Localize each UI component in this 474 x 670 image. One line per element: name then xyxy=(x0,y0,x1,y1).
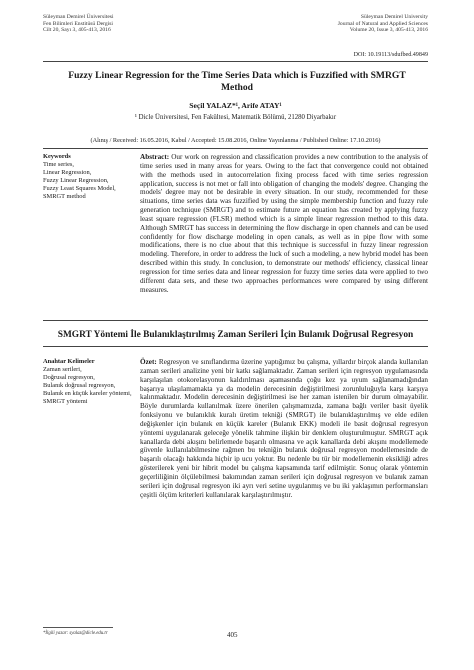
article-title: Fuzzy Linear Regression for the Time Series Data which is Fuzzified with SMRGT Method xyxy=(68,70,406,93)
keyword-item: SMRGT yöntemi xyxy=(43,397,88,405)
keyword-item: Time series, xyxy=(43,160,75,168)
publication-dates: (Alınış / Received: 16.05.2016, Kabul / Accepted: 15.08.2016, Online Yayınlanma / Published Online: 17.10.2016) xyxy=(90,137,381,144)
doi-link[interactable]: DOI: 10.19113/sdufbed.49849 xyxy=(353,52,428,58)
english-abstract xyxy=(140,153,428,295)
header-left-line-2: Fen Bilimleri Enstitüsü Dergisi xyxy=(43,20,113,27)
turkish-title-divider xyxy=(43,346,428,347)
author-affiliation: ¹ Dicle Üniversitesi, Fen Fakültesi, Matematik Bölümü, 21280 Diyarbakır xyxy=(134,114,337,121)
header-right-line-1: Süleyman Demirel University xyxy=(360,14,428,20)
keyword-item: Fuzzy Least Squares Model, xyxy=(43,184,116,192)
header-left-line-1: Süleyman Demirel Üniversitesi xyxy=(43,14,114,20)
ozet-text: Regresyon ve sınıflandırma üzerine yaptığımız bu çalışma, yıllardır birçok alanda kullanılan zaman serileri analizine yeni bir katkı sağlamaktadır. Zaman serileri için regresyon uygulamasında karşılaşılan otokorelasyonun kaldırılması aşamasında çoğu kez ya uyum sağlanamadığından başarıya ulaşılamamakta ya da modelin derecesinin değiştirilmesi zorunluluğuyla karşı karşıya kalınmaktadır. Modelin derecesinin değiştirilmesi ise her zaman istenilen bir durum olmayabilir. Böyle durumlarda kullanılmak üzere önerilen çalışmamızda, zamana bağlı veriler basit üyelik fonksiyonu ve bulanıklık kuralı üretim tekniği (SMRGT) ile bulanıklaştırılmış ve elde edilen değişkenler için bulanık en küçük kareler (Bulanık EKK) modeli ile basit doğrusal regresyon yöntemi uygulanarak geleceğe yönelik tahmine ilişkin bir denklem oluşturulmuştur. SMRGT açık kanallarda debi akışını belirlemede başarılı olmasına ve açık kanallarda debi akışını modellemede güvenle kullanılabilmesine rağmen bu tekniğin bulanık doğrusal regresyon modellemesinde de başarılı olacağı hakkında hiçbir ip ucu yoktur. Bu nedenle bu tür bir modellemenin eksikliği adres gösterilerek yeni bir hibrit model bu çalışma kapsamında tarif edilmiştir. Sonuç olarak yöntemin geçerliliğinin ölçülebilmesi bakımından zaman serileri için doğrusal regresyon ve bulanık zaman serileri için doğrusal regresyon iki ayrı veri setine uygulanmış ve bu iki yaklaşımın performansları çeşitli ölçüm kriterleri kullanılarak karşılaştırılmıştır. xyxy=(140,358,428,499)
keywords-heading-turkish: Anahtar Kelimeler xyxy=(43,358,95,365)
turkish-keywords xyxy=(43,358,133,405)
header-right-line-3: Volume 20, Issue 3, 405-413, 2016 xyxy=(349,27,428,34)
keyword-item: Bulanık doğrusal regresyon, xyxy=(43,381,116,389)
turkish-title: SMGRT Yöntemi İle Bulanıklaştırılmış Zaman Serileri İçin Bulanık Doğrusal Regresyon xyxy=(57,330,414,340)
corresponding-author-note: *İlgili yazar: syalaz@dicle.edu.tr xyxy=(43,631,108,636)
turkish-abstract xyxy=(140,358,428,500)
keyword-item: Zaman serileri, xyxy=(43,365,82,373)
journal-header-turkish xyxy=(43,14,114,34)
page-number: 405 xyxy=(227,631,238,639)
journal-header-english xyxy=(338,14,428,34)
english-keywords xyxy=(43,153,133,200)
keyword-item: Fuzzy Linear Regression, xyxy=(43,176,109,184)
keywords-heading: Keywords xyxy=(43,153,71,160)
abstract-divider xyxy=(43,320,428,321)
keyword-item: Bulanık en küçük kareler yöntemi, xyxy=(43,389,132,397)
footnote-divider xyxy=(43,627,113,628)
header-divider xyxy=(43,61,428,62)
header-right-line-2: Journal of Natural and Applied Sciences xyxy=(337,20,428,27)
article-authors: Seçil YALAZ*¹, Arife ATAY¹ xyxy=(189,101,282,110)
ozet-label: Özet: xyxy=(140,358,157,366)
abstract-label: Abstract: xyxy=(140,153,170,161)
dates-divider xyxy=(43,148,428,149)
keyword-item: Linear Regression, xyxy=(43,168,92,176)
keyword-item: SMRGT method xyxy=(43,192,86,200)
keyword-item: Doğrusal regresyon, xyxy=(43,373,95,381)
abstract-text: Our work on regression and classification provides a new contribution to the analysis of time series used in many areas for years. Owing to the fact that convergence could not obtained with the methods used in autocorrelation fixing process faced with time series regression application, success is not met or fall into obligation of changing the models' degree. Changing the models' degree may not be desirable in every situation. In our study, recommended for these situations, time series data was fuzzified by using the simple membership function and fuzzy rule generation technique (SMRGT) and to estimate future an equation has created by applying fuzzy least square regression (FLSR) method which is a simple linear regression method to this data. Although SMRGT has success in determining the flow discharge in open channels and can be used confidently for flow discharge modeling in open canals, as well as in pipe flow with some modifications, there is no clue about that this technique is successful in fuzzy linear regression modeling. Therefore, in order to address the luck of such a modeling, a new hybrid model has been described within this study. In conclusion, to demonstrate our methods' efficiency, classical linear regression for time series data and linear regression for fuzzy time series data were applied to two different data sets, and these two approaches performances were compared by using different measures. xyxy=(140,153,428,294)
header-left-line-3: Cilt 20, Sayı 3, 405-413, 2016 xyxy=(43,27,111,34)
